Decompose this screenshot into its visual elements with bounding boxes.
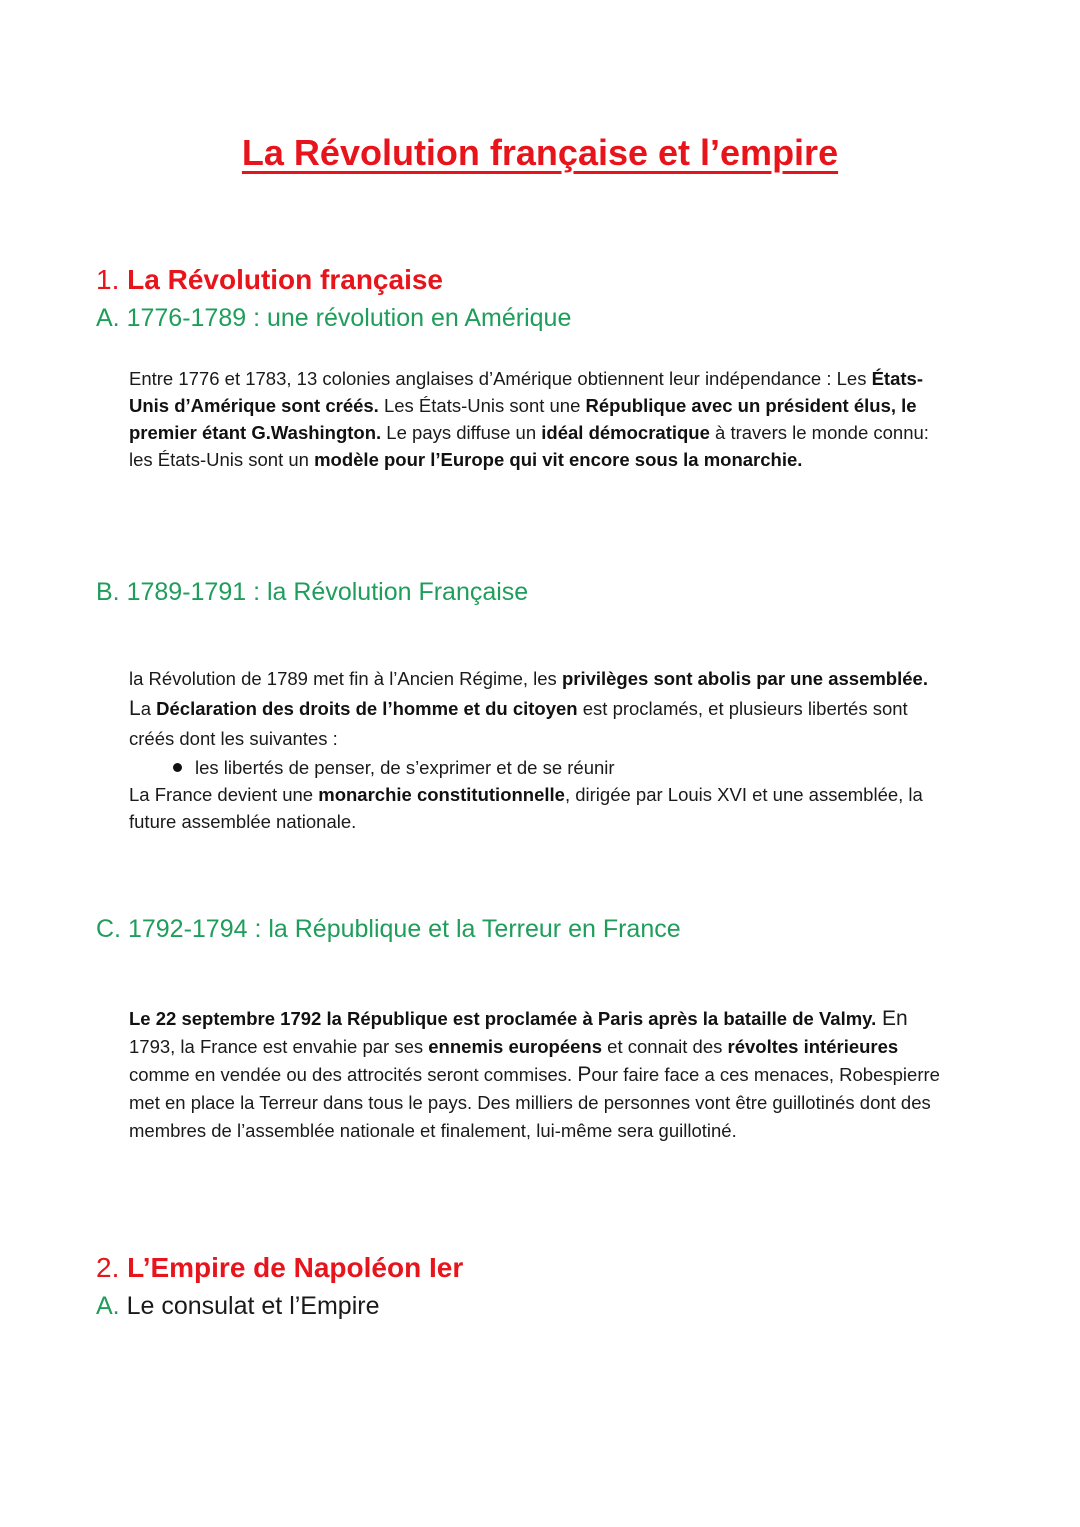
section-1a-letter: A.: [96, 304, 120, 332]
section-1a-paragraph: Entre 1776 et 1783, 13 colonies anglaises d’Amérique obtiennent leur indépendance : Les États-Unis d’Amérique sont créés. Les États-Unis sont une République avec un président élus, le premier étant G.Washington. Le pays diffuse un idéal démocratique à travers le monde connu: les États-Unis sont un modèle pour l’Europe qui vit encore sous la monarchie.: [129, 368, 929, 470]
section-1-title: La Révolution française: [127, 264, 444, 295]
section-1c-title: 1792-1794 : la République et la Terreur en France: [127, 915, 681, 943]
section-1-number: 1.: [96, 264, 120, 295]
section-1b-title: 1789-1791 : la Révolution Française: [126, 578, 529, 606]
section-1b-heading: [96, 578, 528, 607]
section-2-title: L’Empire de Napoléon Ier: [127, 1252, 464, 1283]
section-1c-letter: C.: [96, 915, 121, 943]
section-2a-letter: A.: [96, 1292, 120, 1320]
section-1b-bullet-list: [129, 754, 949, 781]
section-2a-title: Le consulat et l’Empire: [126, 1292, 380, 1320]
section-1c-heading: [96, 915, 681, 944]
section-1a-title: 1776-1789 : une révolution en Amérique: [126, 304, 572, 332]
section-2-number: 2.: [96, 1252, 120, 1283]
list-item: les libertés de penser, de s’exprimer et de se réunir: [129, 754, 949, 781]
document-title: La Révolution française et l’empire: [241, 132, 839, 173]
section-1a-heading: [96, 304, 571, 333]
bullet-dot-icon: [173, 763, 182, 772]
section-2a-heading: [96, 1292, 379, 1321]
section-1b-letter: B.: [96, 578, 120, 606]
section-1-heading: [96, 264, 443, 296]
section-1c-paragraph: Le 22 septembre 1792 la République est proclamée à Paris après la bataille de Valmy. En 1793, la France est envahie par ses ennemis européens et connait des révoltes intérieures comme en vendée ou des attrocités seront commises. Pour faire face a ces menaces, Robespierre met en place la Terreur dans tous le pays. Des milliers de personnes vont être guillotinés dont des membres de l’assemblée nationale et finalement, lui-même sera guillotiné.: [129, 1007, 940, 1141]
section-2-heading: [96, 1252, 463, 1284]
section-1b-paragraph: la Révolution de 1789 met fin à l’Ancien Régime, les privilèges sont abolis par une assemblée. La Déclaration des droits de l’homme et du citoyen est proclamés, et plusieurs libertés sont créés dont les suivantes : les libertés de penser, de s’exprimer et de se réunir La France devient une monarchie constitutionnelle, dirigée par Louis XVI et une assemblée, la future assemblée nationale.: [129, 664, 949, 835]
